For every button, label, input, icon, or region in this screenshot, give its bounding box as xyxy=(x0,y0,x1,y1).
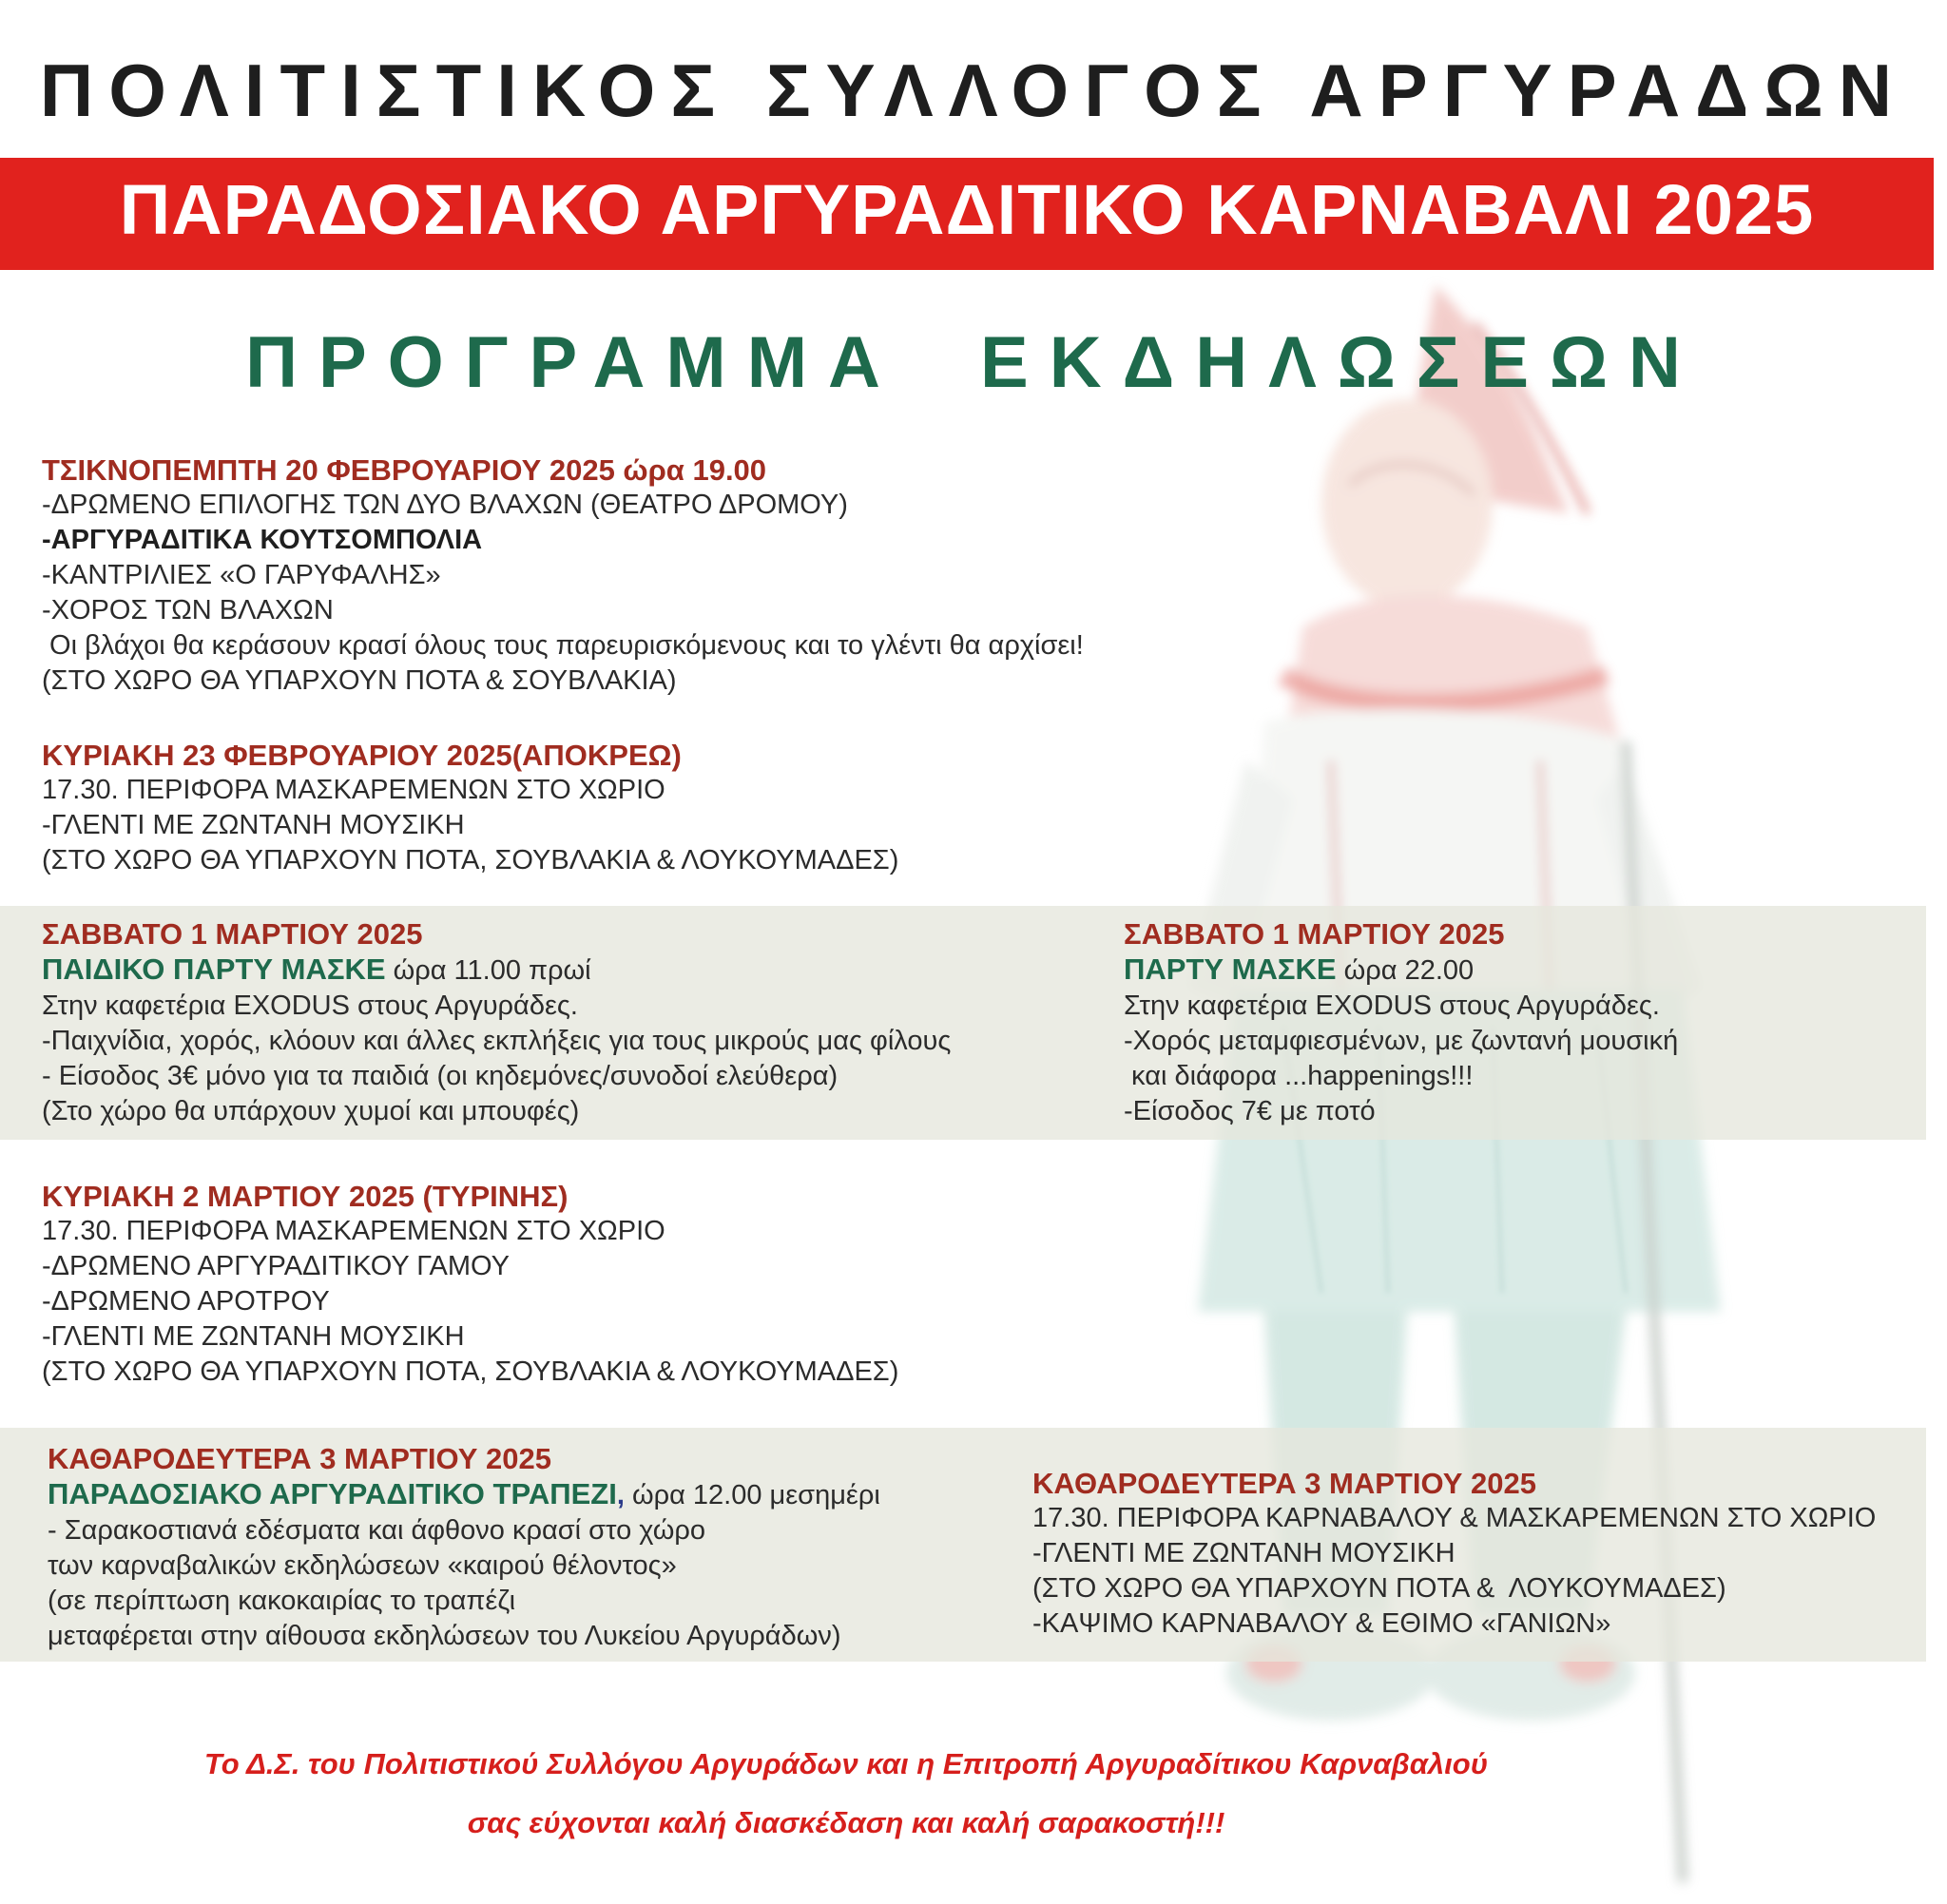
event-line: 17.30. ΠΕΡΙΦΟΡΑ ΚΑΡΝΑΒΑΛΟΥ & ΜΑΣΚΑΡΕΜΕΝΩΝ ΣΤΟ ΧΩΡΙΟ xyxy=(1032,1503,1877,1533)
event-line: (ΣΤΟ ΧΩΡΟ ΘΑ ΥΠΑΡΧΟΥΝ ΠΟΤΑ & ΣΟΥΒΛΑΚΙΑ) xyxy=(42,665,677,696)
event-line: -ΓΛΕΝΤΙ ΜΕ ΖΩΝΤΑΝΗ ΜΟΥΣΙΚΗ xyxy=(1032,1538,1455,1568)
event-time: ώρα 22.00 xyxy=(1336,955,1475,986)
event-line: -ΔΡΩΜΕΝΟ ΕΠΙΛΟΓΗΣ ΤΩΝ ΔΥΟ ΒΛΑΧΩΝ (ΘΕΑΤΡΟ ΔΡΟΜΟΥ) xyxy=(42,490,848,520)
event-line: Στην καφετέρια EXODUS στους Αργυράδες. xyxy=(42,990,578,1021)
event-line: 17.30. ΠΕΡΙΦΟΡΑ ΜΑΣΚΑΡΕΜΕΝΩΝ ΣΤΟ ΧΩΡΙΟ xyxy=(42,775,665,805)
event-kyriaki-apokreo xyxy=(42,738,898,878)
footer-message-line-1: Το Δ.Σ. του Πολιτιστικού Συλλόγου Αργυράδων και η Επιτροπή Αργυραδίτικου Καρναβαλιού xyxy=(203,1747,1489,1780)
event-heading: ΚΥΡΙΑΚΗ 2 ΜΑΡΤΙΟΥ 2025 (ΤΥΡΙΝΗΣ) xyxy=(42,1180,569,1213)
event-saturday-night-party xyxy=(1124,916,1678,1129)
event-line: -ΧΟΡΟΣ ΤΩΝ ΒΛΑΧΩΝ xyxy=(42,595,334,625)
event-line: - Σαρακοστιανά εδέσματα και άφθονο κρασί στο χώρο xyxy=(48,1515,705,1546)
event-comma: , xyxy=(616,1480,625,1510)
event-heading: ΚΑΘΑΡΟΔΕΥΤΕΡΑ 3 ΜΑΡΤΙΟΥ 2025 xyxy=(1032,1467,1536,1500)
event-line: μεταφέρεται στην αίθουσα εκδηλώσεων του Λυκείου Αργυράδων) xyxy=(48,1621,841,1651)
event-line: -ΔΡΩΜΕΝΟ ΑΡΟΤΡΟΥ xyxy=(42,1286,330,1317)
event-line: Στην καφετέρια EXODUS στους Αργυράδες. xyxy=(1124,990,1660,1021)
event-line: -ΓΛΕΝΤΙ ΜΕ ΖΩΝΤΑΝΗ ΜΟΥΣΙΚΗ xyxy=(42,1321,465,1352)
event-line: και διάφορα ...happenings!!! xyxy=(1124,1061,1474,1091)
event-line: -ΔΡΩΜΕΝΟ ΑΡΓΥΡΑΔΙΤΙΚΟΥ ΓΑΜΟΥ xyxy=(42,1251,510,1281)
event-clean-monday-burning xyxy=(1032,1466,1876,1642)
event-line: (ΣΤΟ ΧΩΡΟ ΘΑ ΥΠΑΡΧΟΥΝ ΠΟΤΑ & ΛΟΥΚΟΥΜΑΔΕΣ) xyxy=(1032,1573,1726,1604)
event-subtitle: ΠΑΡΤΥ ΜΑΣΚΕ xyxy=(1124,952,1337,986)
event-saturday-kids-party xyxy=(42,916,951,1129)
event-line: (Στο χώρο θα υπάρχουν χυμοί και μπουφές) xyxy=(42,1096,580,1126)
event-line: των καρναβαλικών εκδηλώσεων «καιρού θέλοντος» xyxy=(48,1550,677,1581)
event-line: (σε περίπτωση κακοκαιρίας το τραπέζι xyxy=(48,1586,516,1616)
event-line: 17.30. ΠΕΡΙΦΟΡΑ ΜΑΣΚΑΡΕΜΕΝΩΝ ΣΤΟ ΧΩΡΙΟ xyxy=(42,1216,665,1246)
event-subtitle: ΠΑΙΔΙΚΟ ΠΑΡΤΥ ΜΑΣΚΕ xyxy=(42,952,386,986)
event-heading: ΣΑΒΒΑΤΟ 1 ΜΑΡΤΙΟΥ 2025 xyxy=(42,917,423,951)
event-line: -ΚΑΨΙΜΟ ΚΑΡΝΑΒΑΛΟΥ & ΕΘΙΜΟ «ΓΑΝΙΩΝ» xyxy=(1032,1608,1611,1639)
event-heading: ΤΣΙΚΝΟΠΕΜΠΤΗ 20 ΦΕΒΡΟΥΑΡΙΟΥ 2025 ώρα 19.00 xyxy=(42,453,767,487)
event-time: ώρα 11.00 πρωί xyxy=(385,955,591,986)
organization-title: ΠΟΛΙΤΙΣΤΙΚΟΣ ΣΥΛΛΟΓΟΣ ΑΡΓΥΡΑΔΩΝ xyxy=(39,48,1908,132)
event-line: (ΣΤΟ ΧΩΡΟ ΘΑ ΥΠΑΡΧΟΥΝ ΠΟΤΑ, ΣΟΥΒΛΑΚΙΑ & ΛΟΥΚΟΥΜΑΔΕΣ) xyxy=(42,1356,899,1387)
event-line: -Χορός μεταμφιεσμένων, με ζωντανή μουσική xyxy=(1124,1026,1679,1056)
event-heading: ΚΥΡΙΑΚΗ 23 ΦΕΒΡΟΥΑΡΙΟΥ 2025(ΑΠΟΚΡΕΩ) xyxy=(42,739,682,772)
event-line: (ΣΤΟ ΧΩΡΟ ΘΑ ΥΠΑΡΧΟΥΝ ΠΟΤΑ, ΣΟΥΒΛΑΚΙΑ & ΛΟΥΚΟΥΜΑΔΕΣ) xyxy=(42,845,899,875)
event-line: -Παιχνίδια, χορός, κλόουν και άλλες εκπλήξεις για τους μικρούς μας φίλους xyxy=(42,1026,952,1056)
event-line: -ΚΑΝΤΡΙΛΙΕΣ «Ο ΓΑΡΥΦΑΛΗΣ» xyxy=(42,560,441,590)
event-heading: ΚΑΘΑΡΟΔΕΥΤΕΡΑ 3 ΜΑΡΤΙΟΥ 2025 xyxy=(48,1442,551,1475)
event-kyriaki-tyrinis xyxy=(42,1179,898,1390)
event-subtitle: ΠΑΡΑΔΟΣΙΑΚΟ ΑΡΓΥΡΑΔΙΤΙΚΟ ΤΡΑΠΕΖΙ xyxy=(48,1477,617,1510)
event-line: -Είσοδος 7€ με ποτό xyxy=(1124,1096,1376,1126)
event-line: -ΑΡΓΥΡΑΔΙΤΙΚΑ ΚΟΥΤΣΟΜΠΟΛΙΑ xyxy=(42,525,483,555)
event-line: -ΓΛΕΝΤΙ ΜΕ ΖΩΝΤΑΝΗ ΜΟΥΣΙΚΗ xyxy=(42,810,465,840)
event-line: - Είσοδος 3€ μόνο για τα παιδιά (οι κηδεμόνες/συνοδοί ελεύθερα) xyxy=(42,1061,839,1091)
banner-title: ΠΑΡΑΔΟΣΙΑΚΟ ΑΡΓΥΡΑΔΙΤΙΚΟ ΚΑΡΝΑΒΑΛΙ 2025 xyxy=(119,170,1815,249)
event-clean-monday-table xyxy=(48,1441,880,1654)
footer-message-line-2: σας εύχονται καλή διασκέδαση και καλή σαρακοστή!!! xyxy=(467,1806,1225,1839)
event-heading: ΣΑΒΒΑΤΟ 1 ΜΑΡΤΙΟΥ 2025 xyxy=(1124,917,1505,951)
event-line: Οι βλάχοι θα κεράσουν κρασί όλους τους παρευρισκόμενους και το γλέντι θα αρχίσει! xyxy=(42,630,1084,661)
event-time: ώρα 12.00 μεσημέρι xyxy=(624,1480,880,1510)
event-tsiknopempti xyxy=(42,452,1084,699)
program-title: ΠΡΟΓΡΑΜΜΑ ΕΚΔΗΛΩΣΕΩΝ xyxy=(245,322,1702,403)
